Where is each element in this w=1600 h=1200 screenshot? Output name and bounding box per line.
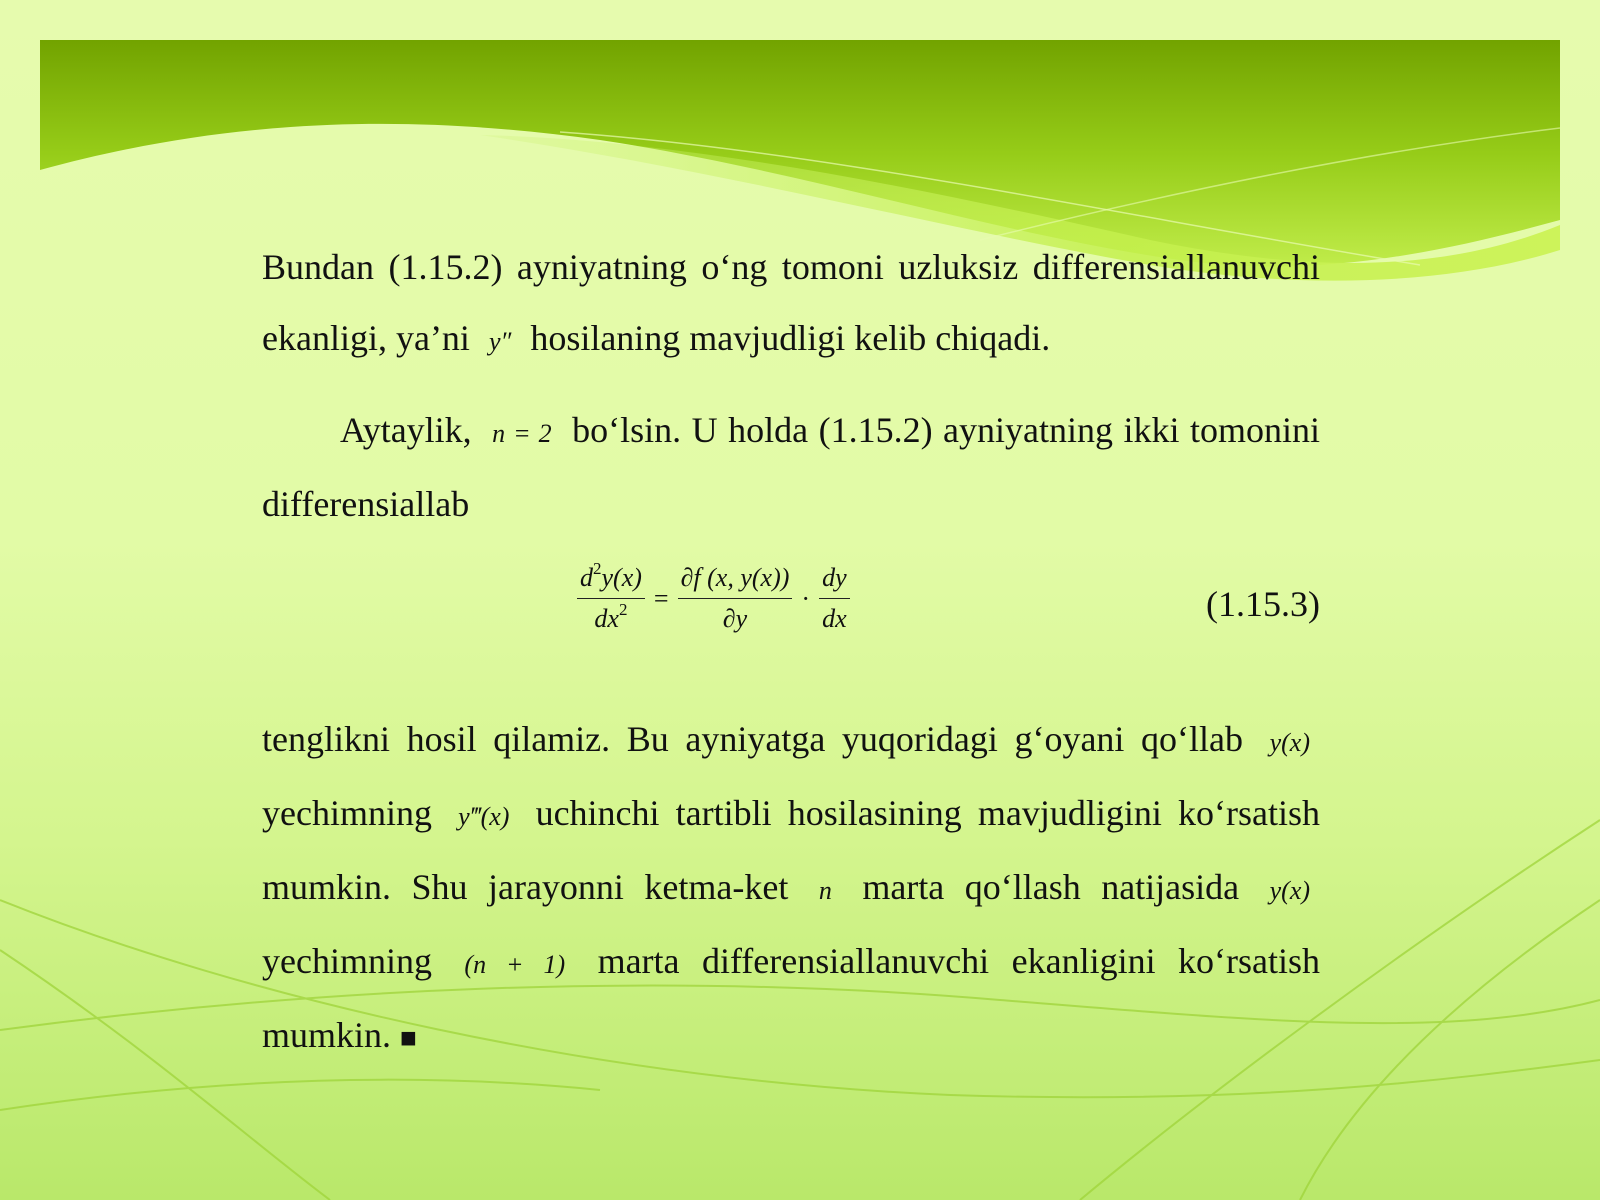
math-y-of-x: y(x) [1269,728,1311,757]
eq-dx: dx [822,604,847,633]
eq-lhs-den: dx [594,604,619,633]
math-y-triple-prime: y‴(x) [458,802,510,831]
equation-1-15-3 [262,544,1320,694]
eq-dy: dy [819,558,850,599]
paragraph-2-text: Aytaylik, [340,410,472,450]
paragraph-1-text-end: hosilaning mavjudligi kelib chiqadi. [530,318,1051,358]
paragraph-2 [262,395,1320,540]
paragraph-3-text-b: yechimning [262,793,432,833]
paragraph-3-text-f: marta differensiallanuvchi ekanligini ko‘rsatish mumkin. [262,941,1320,1055]
eq-dot: · [801,584,811,613]
eq-rhs-den: ∂y [722,604,748,633]
slide-content [262,232,1320,1074]
paragraph-2-text-end: bo‘lsin. U holda (1.15.2) ayniyatning ikki tomonini differensiallab [262,410,1321,524]
paragraph-3-text-d: marta qo‘llash natijasida [862,867,1240,907]
math-n: n [818,876,832,905]
math-n-plus-1: (n + 1) [464,950,566,979]
paragraph-3-text-e: yechimning [262,941,432,981]
paragraph-3 [262,704,1320,1074]
math-y-of-x-2: y(x) [1269,876,1311,905]
equation-formula [574,558,853,639]
paragraph-1 [262,232,1320,377]
fraction-second-derivative [577,558,645,639]
paragraph-3-text-a: tenglikni hosil qilamiz. Bu ayniyatga yuqoridagi g‘oyani qo‘llab [262,719,1243,759]
fraction-partial-f [678,558,793,639]
math-y-double-prime: y″ [488,327,512,356]
paragraph-1-text: Bundan (1.15.2) ayniyatning o‘ng tomoni uzluksiz differensiallanuvchi ekanligi, ya’ni [262,247,1320,358]
math-n-equals-2: n = 2 [492,419,552,448]
end-of-proof-mark: ■ [400,1023,417,1054]
eq-equals-sign: = [653,584,669,613]
eq-exp-den: 2 [618,600,628,620]
eq-d: d [580,563,593,592]
fraction-dy-dx [819,558,850,639]
eq-rhs-num: ∂f (x, y(x)) [678,558,793,599]
paragraph-3-text-c: uchinchi tartibli hosilasining mavjudligini ko‘rsatish mumkin. Shu jarayonni ketma-ket [262,793,1321,907]
eq-exp-num: 2 [593,559,602,579]
eq-lhs-num: y(x) [601,563,642,592]
equation-number: (1.15.3) [1206,584,1320,624]
